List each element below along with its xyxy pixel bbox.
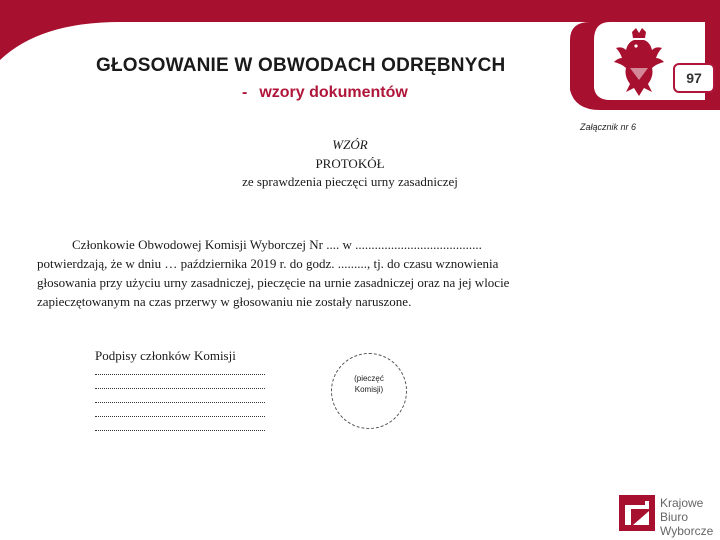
stamp-label-line: Komisji)	[354, 385, 384, 394]
eagle-emblem-icon	[612, 28, 666, 98]
signatures-label: Podpisy członków Komisji	[95, 348, 236, 363]
body-line: Członkowie Obwodowej Komisji Wyborczej Nr .... w .......................................	[72, 237, 482, 252]
signature-line	[95, 388, 265, 389]
stamp-label	[331, 373, 407, 395]
stamp-label-line: (pieczęć	[354, 374, 384, 383]
org-name-line: Wyborcze	[660, 524, 714, 538]
document-subject: ze sprawdzenia pieczęci urny zasadniczej	[242, 174, 458, 189]
body-line: głosowania przy użyciu urny zasadniczej, pieczęcie na urnie zasadniczej oraz na jej wlocie	[37, 275, 510, 290]
org-name-line: Biuro	[660, 510, 689, 524]
page-title: GŁOSOWANIE W OBWODACH ODRĘBNYCH	[96, 55, 506, 76]
document-heading: PROTOKÓŁ	[315, 156, 385, 171]
signature-line	[95, 374, 265, 375]
page-number-badge: 97	[673, 63, 715, 93]
body-line: potwierdzają, że w dniu … października 2019 r. do godz. ........., tj. do czasu wznowienia	[37, 256, 499, 271]
kbw-logo-icon	[619, 495, 655, 531]
signature-line	[95, 430, 265, 431]
signature-line	[95, 416, 265, 417]
page-subtitle	[242, 84, 408, 102]
subtitle-text: wzory dokumentów	[259, 84, 408, 101]
body-line: zapieczętowanym na czas przerwy w głosowaniu nie zostały naruszone.	[37, 294, 412, 309]
org-name-line: Krajowe	[660, 496, 704, 510]
kbw-org-name	[660, 496, 713, 538]
pattern-label: WZÓR	[332, 137, 368, 152]
attachment-label: Załącznik nr 6	[580, 122, 637, 132]
subtitle-dash: -	[242, 84, 248, 101]
document-body	[37, 235, 637, 311]
signature-line	[95, 402, 265, 403]
